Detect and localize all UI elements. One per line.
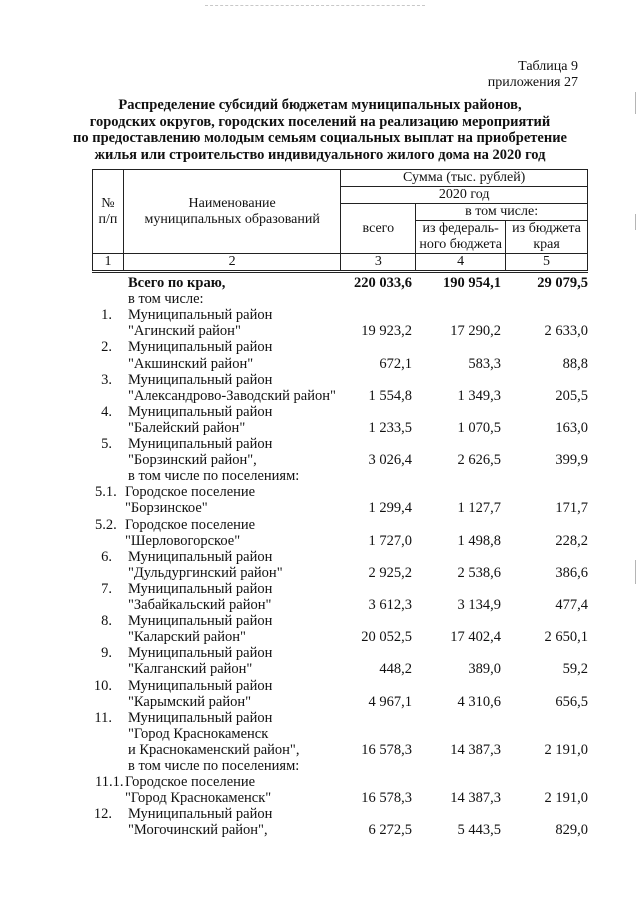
table-row [0,533,640,549]
row-name: "Калганский район" [128,661,253,678]
table-row [0,291,640,307]
table-row [0,597,640,613]
federal-budget-header: из федераль- ного бюджета [416,221,506,254]
value-total: 220 033,6 [354,275,412,291]
value-federal: 190 954,1 [443,275,501,291]
table-row [0,742,640,758]
title-line: Распределение субсидий бюджетам муниципальных районов, [118,97,522,113]
row-name: Муниципальный район [128,436,273,452]
value-regional: 2 650,1 [544,629,588,646]
table-row [0,356,640,372]
table-row [0,678,640,694]
row-name: "Город Краснокаменск [128,725,269,742]
value-total: 3 612,3 [368,597,412,613]
row-name: Муниципальный район [128,677,273,694]
row-number: 9. [101,645,112,662]
table-reference [488,59,578,91]
row-number: 12. [93,806,112,823]
value-regional: 2 633,0 [544,323,588,340]
value-total: 1 554,8 [368,387,412,404]
table-row [0,452,640,468]
row-name: "Агинский район" [128,323,241,340]
value-federal: 1 127,7 [457,500,501,517]
value-total: 2 925,2 [368,564,412,581]
table-row [0,822,640,838]
year-header: 2020 год [341,187,588,204]
row-number: 8. [101,613,112,630]
table-row [0,629,640,645]
row-name: Муниципальный район [128,613,273,630]
table-row [0,339,640,355]
value-regional: 205,5 [555,387,588,404]
value-federal: 4 310,6 [457,693,501,710]
row-name: Муниципальный район [128,403,273,420]
value-federal: 2 626,5 [457,452,501,469]
value-federal: 1 349,3 [457,387,501,404]
table-row [0,565,640,581]
row-name: Муниципальный район [128,371,273,388]
col-number: 1 [93,254,124,272]
value-total: 448,2 [379,661,412,678]
table-row [0,323,640,339]
table-row [0,694,640,710]
row-name: "Акшинский район" [128,355,254,372]
table-row [0,500,640,516]
row-number: 1. [101,307,112,324]
row-number: 6. [101,548,112,565]
value-federal: 17 402,4 [450,629,501,646]
row-name: Городское поселение [125,484,256,501]
row-name: Муниципальный район [128,709,273,726]
row-name: в том числе: [128,291,204,308]
row-name: и Краснокаменский район", [128,741,300,758]
col-number: 4 [416,254,506,272]
title-line: городских округов, городских поселений на реализацию мероприятий [89,113,551,130]
title-line: по предоставлению молодым семьям социальных выплат на приобретение [73,130,567,146]
value-total: 3 026,4 [368,452,412,469]
col-number: 2 [123,254,340,272]
value-regional: 2 191,0 [544,790,588,807]
including-header: в том числе: [416,204,588,221]
table-row [0,404,640,420]
table-row [0,275,640,291]
document-title [0,97,640,163]
row-name: Муниципальный район [128,580,273,597]
table-row [0,806,640,822]
table-row [0,661,640,677]
value-regional: 171,7 [555,500,588,517]
row-name: Городское поселение [125,774,256,791]
regional-budget-header: из бюджета края [506,221,588,254]
sum-header: Сумма (тыс. рублей) [341,170,588,187]
value-regional: 29 079,5 [537,275,588,291]
value-federal: 5 443,5 [457,822,501,839]
row-number: 4. [101,403,112,420]
value-regional: 59,2 [562,661,588,678]
value-federal: 389,0 [468,661,501,678]
table-row [0,581,640,597]
row-name: "Борзинское" [125,500,208,517]
row-name: "Забайкальский район" [128,597,272,613]
value-regional: 829,0 [555,822,588,839]
value-federal: 14 387,3 [450,790,501,807]
table-row [0,484,640,500]
table-label: Таблица 9 [518,59,578,74]
value-federal: 583,3 [468,355,501,372]
title-line: жилья или строительство индивидуального жилого дома на 2020 год [94,146,546,163]
value-federal: 3 134,9 [457,597,501,613]
row-name: в том числе по поселениям: [128,468,300,485]
row-number: 2. [101,339,112,356]
value-regional: 399,9 [555,452,588,469]
table-row [0,436,640,452]
row-name: Муниципальный район [128,548,273,565]
table-header [92,169,588,273]
table-row [0,645,640,661]
value-total: 1 233,5 [368,419,412,436]
value-regional: 88,8 [562,355,588,372]
col-name-header: Наименование муниципальных образований [123,170,340,254]
row-name: Муниципальный район [128,806,273,823]
value-total: 20 052,5 [361,629,412,646]
row-name: "Карымский район" [128,693,252,710]
table-row [0,549,640,565]
total-header: всего [341,204,416,254]
row-name: "Балейский район" [128,419,246,436]
row-name: "Шерловогорское" [125,532,241,549]
col-no-header: № п/п [93,170,124,254]
row-number: 5. [101,436,112,452]
row-name: Городское поселение [125,516,256,533]
row-name: "Город Краснокаменск" [125,790,272,807]
value-federal: 1 070,5 [457,419,501,436]
table-row [0,758,640,774]
table-row [0,790,640,806]
value-total: 1 727,0 [368,532,412,549]
row-name: "Каларский район" [128,629,246,646]
row-number: 5.2. [95,516,117,533]
value-total: 19 923,2 [361,323,412,340]
table-row [0,774,640,790]
value-total: 4 967,1 [368,693,412,710]
scan-top-edge [205,5,425,6]
row-name: Всего по краю, [128,275,226,291]
scan-edge-mark [635,214,636,230]
table-row [0,726,640,742]
value-regional: 656,5 [555,693,588,710]
row-number: 11. [94,709,112,726]
row-name: Муниципальный район [128,307,273,324]
value-total: 16 578,3 [361,741,412,758]
value-federal: 14 387,3 [450,741,501,758]
row-name: в том числе по поселениям: [128,758,300,774]
table-row [0,710,640,726]
value-regional: 386,6 [555,564,588,581]
table-row [0,613,640,629]
value-federal: 17 290,2 [450,323,501,340]
value-total: 1 299,4 [368,500,412,517]
row-number: 11.1. [95,774,124,791]
col-number: 3 [341,254,416,272]
value-regional: 2 191,0 [544,741,588,758]
row-number: 5.1. [95,484,117,501]
row-name: "Борзинский район", [128,452,257,469]
value-total: 16 578,3 [361,790,412,807]
row-name: "Могочинский район", [128,822,268,839]
value-regional: 163,0 [555,419,588,436]
table-row [0,468,640,484]
row-number: 10. [93,677,112,694]
table-row [0,420,640,436]
row-number: 3. [101,371,112,388]
col-number: 5 [506,254,588,272]
row-name: Муниципальный район [128,645,273,662]
value-federal: 1 498,8 [457,532,501,549]
value-regional: 228,2 [555,532,588,549]
table-row [0,372,640,388]
appendix-label: приложения 27 [487,75,578,90]
row-name: Муниципальный район [128,339,273,356]
value-federal: 2 538,6 [457,564,501,581]
table-row [0,307,640,323]
table-row [0,517,640,533]
table-row [0,388,640,404]
value-regional: 477,4 [555,597,588,613]
value-total: 6 272,5 [368,822,412,839]
row-number: 7. [101,580,112,597]
row-name: "Дульдургинский район" [128,564,283,581]
row-name: "Александрово-Заводский район" [128,387,336,404]
value-total: 672,1 [379,355,412,372]
